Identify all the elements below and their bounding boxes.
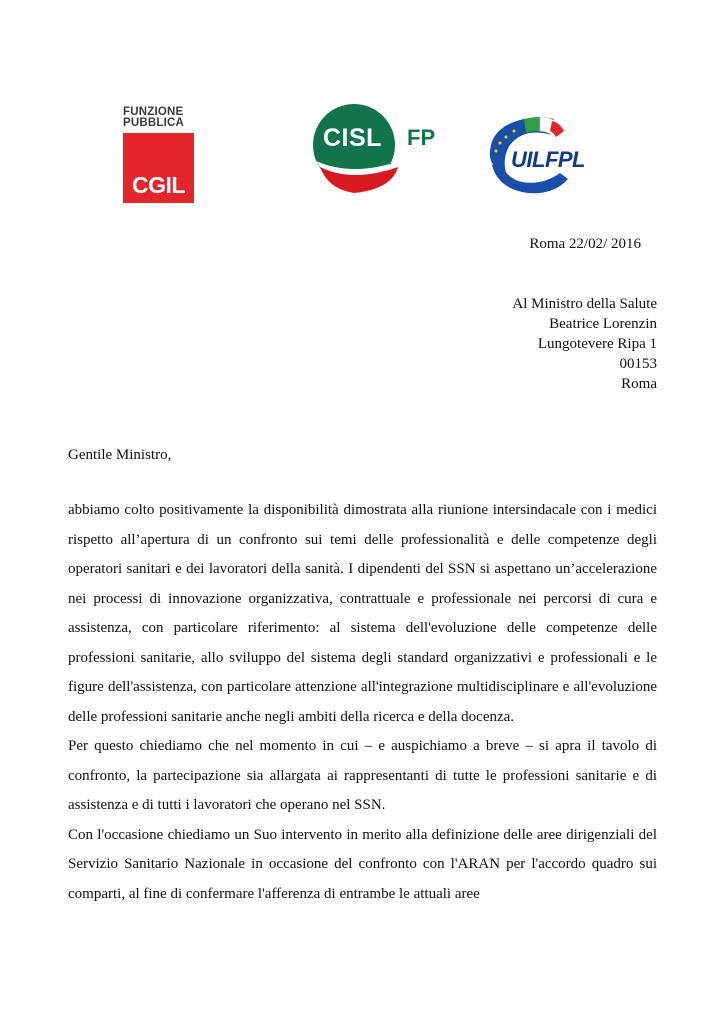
- fp-cgil-line2: PUBBLICA: [123, 117, 185, 129]
- recipient-line: Roma: [621, 376, 657, 392]
- fp-cgil-line1: FUNZIONE: [123, 106, 184, 118]
- recipient-line: Beatrice Lorenzin: [549, 316, 657, 332]
- recipient-line: 00153: [619, 356, 657, 372]
- uil-fpl-wordmark: UILFPL: [511, 147, 585, 172]
- cisl-wordmark: CISL: [323, 124, 382, 152]
- recipient-line: Al Ministro della Salute: [512, 296, 657, 312]
- cisl-fp-logo: [312, 103, 442, 197]
- letter-body: [68, 496, 657, 909]
- salutation: Gentile Ministro,: [68, 447, 172, 463]
- body-paragraph: Per questo chiediamo che nel momento in cui – e auspichiamo a breve – si apra il tavolo di confronto, la partecipazione sia allargata ai rappresentanti di tutte le professioni sanitarie e di assistenza e di tutti i lavoratori che operano nel SSN.: [68, 738, 657, 813]
- body-paragraph: abbiamo colto positivamente la disponibilità dimostrata alla riunione intersindacale con i medici rispetto all’apertura di un confronto sui temi delle professionalità e delle competenze degli operatori sanitari e dei lavoratori della sanità. I dipendenti del SSN si aspettano un’accelerazione nei processi di innovazione organizzativa, contrattuale e professionale nei percorsi di cura e assistenza, con particolare riferimento: al sistema dell'evoluzione delle competenze delle professioni sanitarie, allo sviluppo del sistema degli standard organizzativi e professionali e le figure dell'assistenza, con particolare attenzione all'integrazione multidisciplinare e all'evoluzione delle professioni sanitarie anche negli ambiti della ricerca e della docenza.: [68, 502, 657, 725]
- cgil-red-box: [123, 133, 194, 203]
- fp-cgil-logo: [123, 107, 194, 203]
- recipient-address: [512, 294, 657, 394]
- recipient-line: Lungotevere Ripa 1: [537, 336, 657, 352]
- letter-date: Roma 22/02/ 2016: [529, 236, 641, 252]
- body-paragraph: Con l'occasione chiediamo un Suo intervento in merito alla definizione delle aree dirigenziali del Servizio Sanitario Nazionale in occasione del confronto con l'ARAN per l'accordo quadro sui comparti, al fine di confermare l'afferenza di entrambe le attuali aree: [68, 826, 657, 902]
- cisl-fp-suffix: FP: [407, 125, 436, 150]
- uil-fpl-logo: [484, 113, 604, 197]
- cgil-wordmark: CGIL: [132, 172, 185, 198]
